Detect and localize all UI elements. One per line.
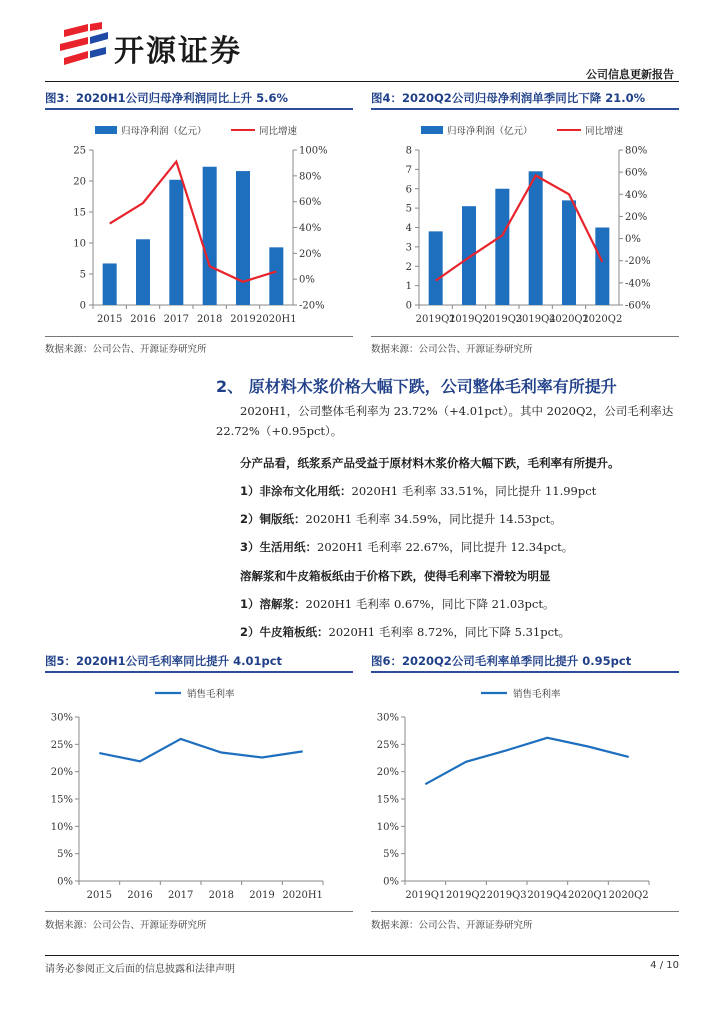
fig4-tick-label-left: 5	[405, 203, 412, 215]
page-number: 4 / 10	[650, 960, 679, 971]
fig4-category-label: 2019Q4	[515, 314, 556, 325]
fig3-legend-bar-swatch	[95, 126, 117, 134]
fig3-tick-label-right: 80%	[299, 171, 322, 183]
fig4-tick-label-left: 7	[405, 164, 412, 176]
fig3-tick-label-left: 25	[73, 145, 86, 157]
section-paragraph-line1: 2020H1，公司整体毛利率为 23.72%（+4.01pct）。其中 2020Q2，公司毛利率达	[240, 404, 674, 418]
fig4-tick-label-right: -20%	[625, 256, 651, 268]
fig6-tick-label-y: 20%	[376, 767, 399, 779]
fig3-bar	[136, 239, 150, 305]
fig6-source: 数据来源：公司公告、开源证券研究所	[371, 920, 533, 931]
fig3-bar	[103, 263, 117, 305]
fig4-source-rule	[371, 336, 679, 337]
fig6-category-label: 2019Q3	[486, 890, 527, 901]
fig6-title-rule	[371, 671, 679, 673]
fig6-category-label: 2019Q1	[405, 890, 446, 901]
fig3-category-label: 2019	[230, 314, 256, 325]
fig4-source: 数据来源：公司公告、开源证券研究所	[371, 344, 533, 355]
fig4-bar	[595, 228, 609, 306]
fig4-bar	[462, 206, 476, 305]
fig3-category-label: 2020H1	[256, 314, 297, 325]
fig3-tick-label-left: 15	[73, 207, 86, 219]
fig4-chart	[371, 112, 679, 334]
fig4-category-label: 2019Q3	[482, 314, 523, 325]
fig6-source-rule	[371, 911, 679, 912]
fig3-chart	[45, 112, 353, 334]
fig5-chart	[45, 675, 353, 909]
fig4-title-rule	[371, 108, 679, 110]
subhead-products: 分产品看，纸浆系产品受益于原材料木浆价格大幅下跌，毛利率有所提升。	[240, 456, 620, 470]
fig5-category-label: 2016	[127, 890, 153, 901]
fig3-tick-label-left: 10	[73, 238, 86, 250]
fig3-tick-label-right: 20%	[299, 248, 322, 260]
fig4-growth-line	[436, 176, 603, 281]
fig5-category-label: 2019	[249, 890, 275, 901]
fig3-growth-line	[110, 162, 277, 282]
fig4-bar	[429, 231, 443, 305]
fig6-tick-label-y: 10%	[376, 821, 399, 833]
footer-rule	[45, 955, 679, 956]
item-tissue-paper: 3）生活用纸：2020H1 毛利率 22.67%，同比提升 12.34pct。	[240, 540, 574, 554]
fig4-title: 图4：2020Q2公司归母净利润单季同比下降 21.0%	[371, 91, 646, 105]
fig3-category-label: 2018	[196, 314, 223, 325]
fig4-tick-label-left: 3	[405, 242, 412, 254]
fig3-tick-label-right: 60%	[299, 197, 322, 209]
fig6-category-label: 2020Q2	[608, 890, 649, 901]
fig5-source-rule	[45, 911, 353, 912]
fig3-bar	[169, 180, 183, 305]
fig3-category-label: 2015	[96, 314, 123, 325]
fig6-tick-label-y: 5%	[383, 849, 399, 861]
fig3-title-rule	[45, 108, 353, 110]
fig3-source: 数据来源：公司公告、开源证券研究所	[45, 344, 207, 355]
fig3-source-rule	[45, 336, 353, 337]
fig4-tick-label-right: 0%	[625, 234, 641, 246]
fig5-title: 图5：2020H1公司毛利率同比提升 4.01pct	[45, 654, 283, 668]
fig5-tick-label-y: 0%	[57, 876, 73, 888]
fig3-tick-label-right: 100%	[299, 145, 328, 157]
fig4-legend-bar-label: 归母净利润（亿元）	[447, 126, 533, 137]
fig5-category-label: 2018	[208, 890, 235, 901]
fig6-category-label: 2019Q2	[445, 890, 487, 901]
item-uncoated-paper: 1）非涂布文化用纸：2020H1 毛利率 33.51%，同比提升 11.99pct	[240, 484, 597, 498]
subhead-decline: 溶解浆和牛皮箱板纸由于价格下跌，使得毛利率下滑较为明显	[240, 569, 551, 583]
fig6-tick-label-y: 25%	[376, 739, 399, 751]
fig5-tick-label-y: 10%	[50, 821, 73, 833]
item-kraft-board: 2）牛皮箱板纸：2020H1 毛利率 8.72%，同比下降 5.31pct。	[240, 625, 571, 639]
report-type: 公司信息更新报告	[586, 68, 674, 81]
section-heading: 2、 原材料木浆价格大幅下跌，公司整体毛利率有所提升	[216, 377, 617, 396]
fig4-bar	[562, 200, 576, 305]
fig3-bar	[236, 171, 250, 305]
fig6-gross-margin-line	[425, 738, 628, 784]
fig3-tick-label-right: -20%	[299, 300, 325, 312]
fig4-tick-label-left: 4	[405, 223, 412, 234]
fig3-category-label: 2016	[130, 314, 156, 325]
fig3-tick-label-right: 0%	[299, 274, 315, 286]
fig3-category-label: 2017	[163, 314, 190, 325]
fig5-category-label: 2020H1	[282, 890, 323, 901]
fig4-tick-label-left: 8	[405, 145, 412, 157]
fig4-tick-label-right: 60%	[625, 167, 648, 179]
fig3-tick-label-right: 40%	[299, 223, 322, 234]
fig4-tick-label-right: 20%	[625, 211, 648, 223]
item-dissolving-pulp: 1）溶解浆：2020H1 毛利率 0.67%，同比下降 21.03pct。	[240, 597, 555, 611]
fig6-chart	[371, 675, 679, 909]
fig4-category-label: 2019Q1	[415, 314, 456, 325]
fig3-tick-label-left: 0	[79, 300, 86, 312]
fig3-legend-bar-label: 归母净利润（亿元）	[121, 126, 207, 137]
fig4-tick-label-left: 6	[405, 184, 412, 196]
fig4-category-label: 2020Q1	[548, 314, 590, 325]
fig5-tick-label-y: 15%	[50, 794, 73, 806]
fig4-tick-label-left: 1	[405, 281, 412, 293]
kaiyuan-logo-icon	[58, 22, 110, 66]
fig5-tick-label-y: 25%	[50, 739, 73, 751]
fig4-category-label: 2019Q2	[448, 314, 490, 325]
fig4-legend-line-label: 同比增速	[585, 126, 624, 137]
fig5-legend-label: 销售毛利率	[187, 689, 235, 700]
fig4-legend-bar-swatch	[421, 126, 443, 134]
fig4-bar	[529, 171, 543, 305]
fig3-title: 图3：2020H1公司归母净利润同比上升 5.6%	[45, 91, 289, 105]
company-name: 开源证券	[114, 34, 242, 69]
fig3-bar	[203, 167, 217, 305]
fig4-tick-label-right: 40%	[625, 189, 648, 201]
fig5-title-rule	[45, 671, 353, 673]
fig3-tick-label-left: 20	[73, 176, 86, 188]
footer-disclaimer: 请务必参阅正文后面的信息披露和法律声明	[45, 964, 235, 975]
fig3-tick-label-left: 5	[79, 269, 86, 281]
fig6-tick-label-y: 15%	[376, 794, 399, 806]
fig4-tick-label-right: -40%	[625, 278, 651, 290]
fig4-category-label: 2020Q2	[582, 314, 623, 325]
fig6-category-label: 2019Q4	[527, 890, 568, 901]
fig4-tick-label-right: 80%	[625, 145, 648, 157]
fig6-category-label: 2020Q1	[567, 890, 609, 901]
fig4-tick-label-right: -60%	[625, 300, 651, 312]
fig6-title: 图6：2020Q2公司毛利率单季同比提升 0.95pct	[371, 654, 632, 668]
fig5-tick-label-y: 5%	[57, 849, 73, 861]
fig3-legend-line-label: 同比增速	[259, 126, 298, 137]
fig5-gross-margin-line	[99, 739, 302, 761]
fig4-bar	[495, 189, 509, 305]
fig5-tick-label-y: 20%	[50, 767, 73, 779]
fig6-tick-label-y: 0%	[383, 876, 399, 888]
fig5-category-label: 2017	[167, 890, 194, 901]
fig6-legend-label: 销售毛利率	[513, 689, 561, 700]
fig6-tick-label-y: 30%	[376, 712, 399, 724]
fig5-source: 数据来源：公司公告、开源证券研究所	[45, 920, 207, 931]
item-coated-paper: 2）铜版纸：2020H1 毛利率 34.59%，同比提升 14.53pct。	[240, 512, 562, 526]
fig5-category-label: 2015	[86, 890, 113, 901]
header-rule	[45, 81, 679, 82]
section-paragraph-line2: 22.72%（+0.95pct）。	[216, 424, 343, 438]
fig4-tick-label-left: 0	[405, 300, 412, 312]
fig3-bar	[269, 247, 283, 305]
fig5-tick-label-y: 30%	[50, 712, 73, 724]
fig4-tick-label-left: 2	[405, 261, 412, 273]
